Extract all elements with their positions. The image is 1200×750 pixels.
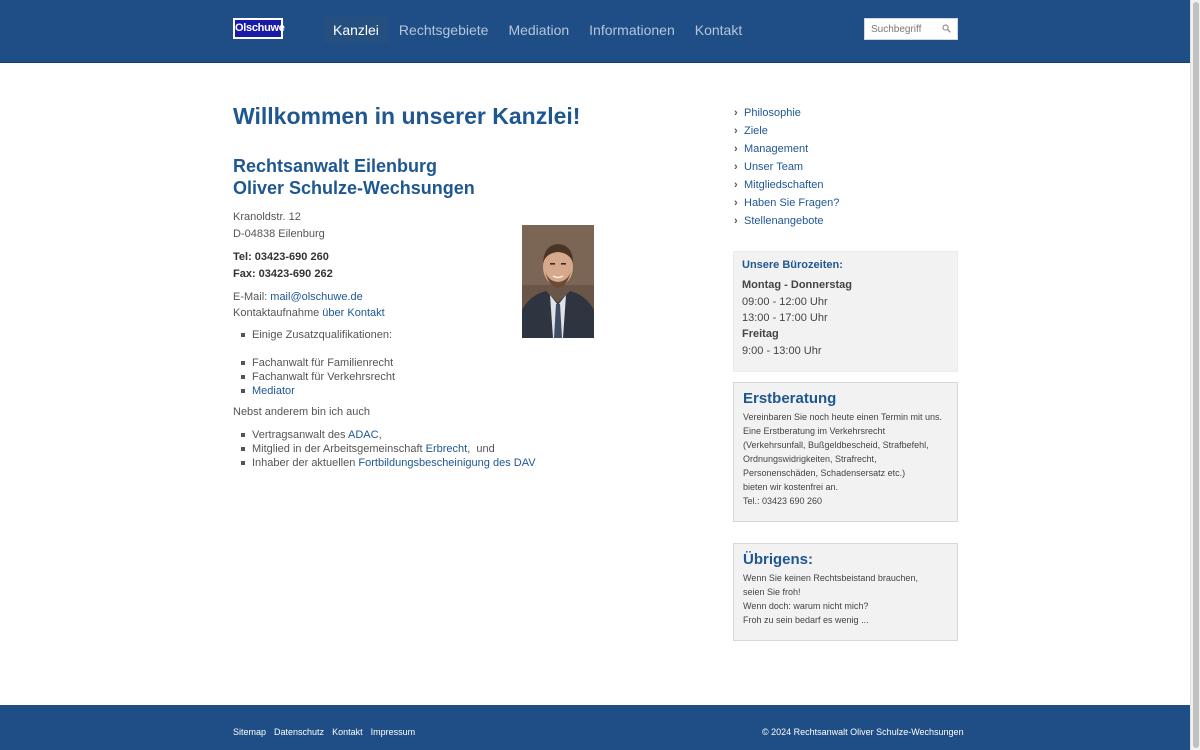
sidebar-item-label[interactable]: Mitgliedschaften — [744, 179, 824, 191]
consultation-line: Tel.: 03423 690 260 — [743, 496, 823, 506]
nav-item-kanzlei[interactable]: Kanzlei — [324, 17, 388, 43]
address-city: D-04838 Eilenburg — [233, 228, 325, 240]
by-the-way-box — [733, 543, 958, 641]
adac-text: Vertragsanwalt des — [252, 429, 349, 441]
adac-link[interactable]: ADAC — [348, 429, 379, 441]
chevron-right-icon: › — [734, 215, 738, 227]
consultation-text — [743, 410, 942, 508]
lawyer-heading — [233, 155, 475, 199]
by-the-way-line: Wenn Sie keinen Rechtsbeistand brauchen, — [743, 573, 918, 583]
sidebar-item-philosophie[interactable] — [734, 105, 839, 123]
hours-time-2: 13:00 - 17:00 Uhr — [742, 312, 828, 324]
email-link[interactable]: mail@olschuwe.de — [270, 291, 363, 303]
email-label: E-Mail: — [233, 291, 271, 303]
chevron-right-icon: › — [734, 125, 738, 137]
sidebar-item-label[interactable]: Philosophie — [744, 107, 801, 119]
chevron-right-icon: › — [734, 161, 738, 173]
fax-number: Fax: 03423-690 262 — [233, 268, 333, 280]
page-title: Willkommen in unserer Kanzlei! — [233, 103, 581, 129]
hours-day-2: Freitag — [742, 328, 779, 340]
main-nav — [324, 17, 753, 43]
by-the-way-line: seien Sie froh! — [743, 587, 801, 597]
consultation-line: bieten wir kostenfrei an. — [743, 482, 839, 492]
by-the-way-text — [743, 571, 918, 627]
contact-link[interactable]: über Kontakt — [322, 307, 385, 319]
hours-time-3: 9:00 - 13:00 Uhr — [742, 345, 822, 357]
sidebar-item-ziele[interactable] — [734, 123, 839, 141]
list-item — [240, 384, 395, 398]
list-item — [240, 456, 536, 470]
sidebar-nav — [734, 105, 839, 231]
contact-label: Kontaktaufnahme — [233, 307, 323, 319]
dav-text: Inhaber der aktuellen — [252, 457, 359, 469]
mediator-link[interactable]: Mediator — [252, 385, 295, 397]
dav-link[interactable]: Fortbildungsbescheinigung des DAV — [358, 457, 536, 469]
list-item — [240, 428, 536, 442]
chevron-right-icon: › — [734, 143, 738, 155]
list-item: Fachanwalt für Familienrecht — [240, 356, 395, 370]
sidebar-item-management[interactable] — [734, 141, 839, 159]
hours-time-1: 09:00 - 12:00 Uhr — [742, 296, 828, 308]
copyright-text: © 2024 Rechtsanwalt Oliver Schulze-Wechsungen — [762, 727, 964, 737]
site-footer — [0, 705, 1190, 750]
site-header — [0, 0, 1190, 63]
sidebar-item-label[interactable]: Unser Team — [744, 161, 804, 173]
nav-item-informationen[interactable]: Informationen — [589, 22, 675, 38]
contact-line — [233, 307, 385, 319]
address-street: Kranoldstr. 12 — [233, 211, 301, 223]
sidebar-item-label[interactable]: Haben Sie Fragen? — [744, 197, 840, 209]
lawyer-heading-line2: Oliver Schulze-Wechsungen — [233, 178, 475, 198]
chevron-right-icon: › — [734, 179, 738, 191]
page-scrollbar[interactable] — [1190, 0, 1200, 750]
office-hours-box — [733, 251, 958, 372]
erbrecht-text: Mitglied in der Arbeitsgemeinschaft — [252, 443, 426, 455]
by-the-way-title: Übrigens: — [743, 551, 814, 568]
consultation-line: (Verkehrsunfall, Bußgeldbescheid, Strafbefehl, — [743, 440, 929, 450]
by-the-way-line: Froh zu sein bedarf es wenig ... — [743, 615, 869, 625]
site-logo[interactable]: Olschuwe — [233, 18, 283, 39]
sidebar-item-label[interactable]: Ziele — [744, 125, 768, 137]
footer-link-impressum[interactable]: Impressum — [370, 727, 416, 737]
qualification-intro-list — [240, 328, 392, 342]
nav-item-mediation[interactable]: Mediation — [508, 22, 570, 38]
membership-list — [240, 428, 536, 470]
qualification-intro: Einige Zusatzqualifikationen: — [240, 328, 392, 342]
consultation-line: Personenschäden, Schadensersatz etc.) — [743, 468, 906, 478]
chevron-right-icon: › — [734, 107, 738, 119]
search-box — [864, 18, 958, 40]
adac-suffix: , — [378, 429, 382, 441]
consultation-line: Vereinbaren Sie noch heute einen Termin mit uns. — [743, 412, 942, 422]
sidebar-item-label[interactable]: Management — [744, 143, 809, 155]
sidebar-item-fragen[interactable] — [734, 195, 839, 213]
lawyer-heading-line1: Rechtsanwalt Eilenburg — [233, 156, 438, 176]
sidebar-item-label[interactable]: Stellenangebote — [744, 215, 824, 227]
nav-item-kontakt[interactable]: Kontakt — [694, 22, 743, 38]
footer-link-sitemap[interactable]: Sitemap — [233, 727, 267, 737]
erbrecht-suffix: , und — [467, 443, 495, 455]
first-consultation-box — [733, 382, 958, 522]
footer-links — [233, 727, 423, 737]
erbrecht-link[interactable]: Erbrecht — [425, 443, 468, 455]
hours-day-1: Montag - Donnerstag — [742, 279, 852, 291]
chevron-right-icon: › — [734, 197, 738, 209]
sidebar-item-unser-team[interactable] — [734, 159, 839, 177]
list-item — [240, 442, 536, 456]
qualification-list — [240, 356, 395, 398]
email-line — [233, 291, 363, 303]
search-icon[interactable] — [942, 24, 951, 33]
footer-link-datenschutz[interactable]: Datenschutz — [274, 727, 325, 737]
sidebar-item-stellenangebote[interactable] — [734, 213, 839, 231]
consultation-title: Erstberatung — [743, 390, 837, 407]
nav-item-rechtsgebiete[interactable]: Rechtsgebiete — [398, 22, 489, 38]
sidebar-item-mitgliedschaften[interactable] — [734, 177, 839, 195]
phone-number: Tel: 03423-690 260 — [233, 251, 329, 263]
office-hours-title: Unsere Bürozeiten: — [742, 259, 843, 271]
consultation-line: Ordnungswidrigkeiten, Strafrecht, — [743, 454, 877, 464]
list-item: Fachanwalt für Verkehrsrecht — [240, 370, 395, 384]
consultation-line: Eine Erstberatung im Verkehrsrecht — [743, 426, 886, 436]
lawyer-portrait — [522, 225, 594, 338]
footer-link-kontakt[interactable]: Kontakt — [332, 727, 363, 737]
search-input[interactable] — [871, 22, 941, 36]
also-intro: Nebst anderem bin ich auch — [233, 406, 370, 418]
by-the-way-line: Wenn doch: warum nicht mich? — [743, 601, 869, 611]
scrollbar-thumb[interactable] — [1193, 2, 1199, 748]
